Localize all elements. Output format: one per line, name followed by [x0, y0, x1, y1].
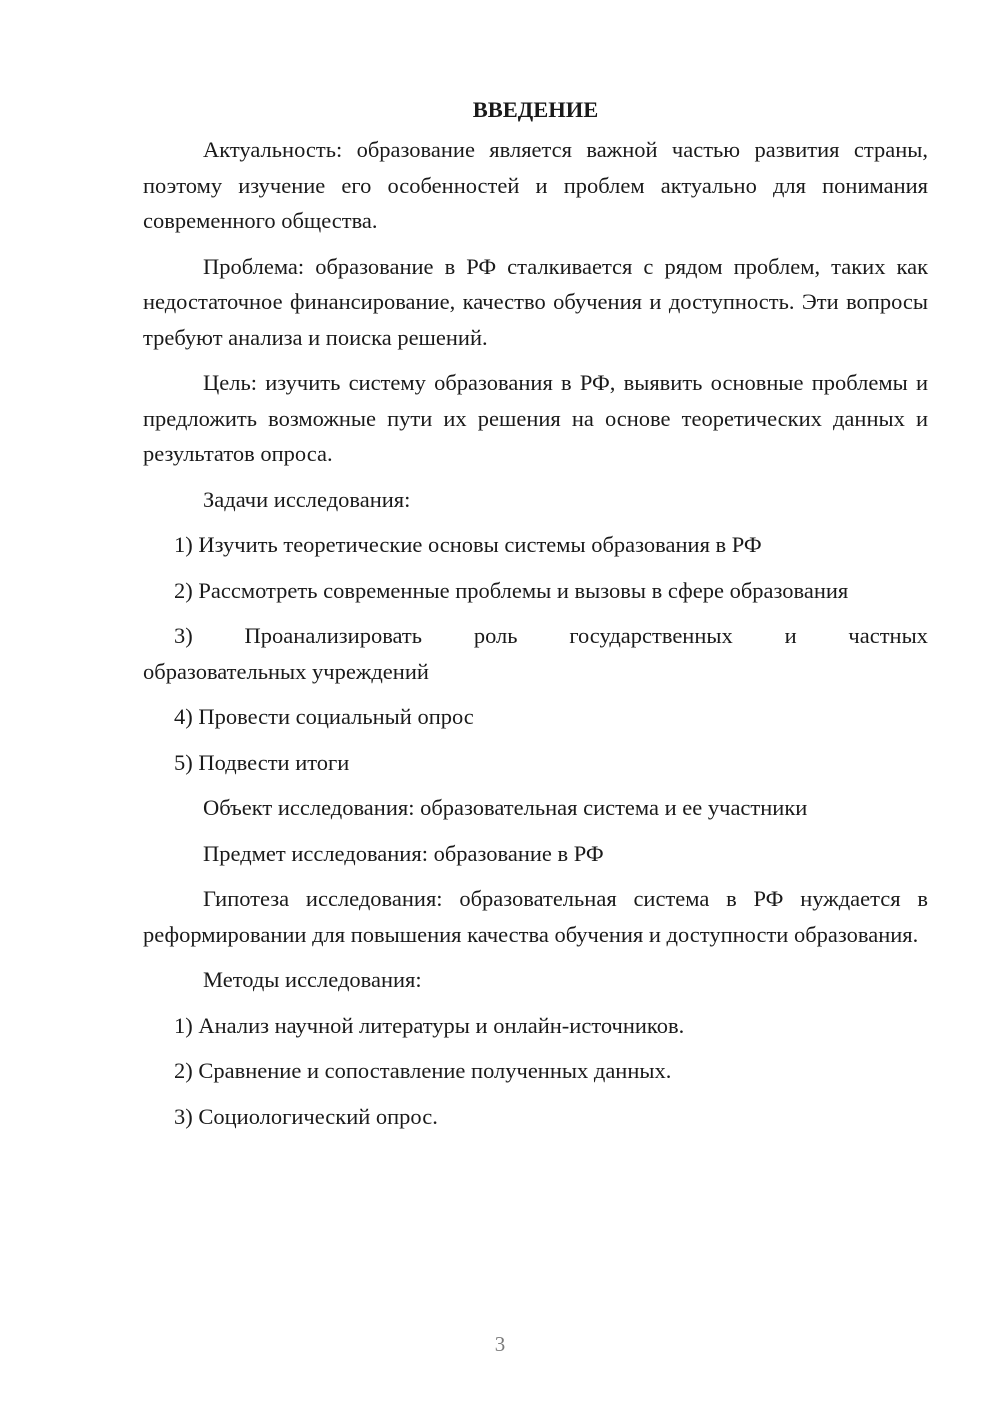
- tasks-title: Задачи исследования:: [203, 486, 411, 512]
- task-item-5: 5) Подвести итоги: [174, 749, 350, 775]
- object-line: Объект исследования: образовательная система и ее участники: [203, 795, 808, 820]
- task-item-3-first-line: [143, 618, 928, 654]
- goal-paragraph: Цель: изучить систему образования в РФ, выявить основные проблемы и предложить возможные пути их решения на основе теоретических данных и результатов опроса.: [143, 370, 928, 466]
- methods-title: Методы исследования:: [203, 967, 422, 992]
- document-page: [143, 92, 928, 1144]
- method-item-3: 3) Социологический опрос.: [174, 1103, 438, 1129]
- method-item-1: 1) Анализ научной литературы и онлайн-источников.: [174, 1012, 685, 1038]
- method-item-2: 2) Сравнение и сопоставление полученных данных.: [174, 1058, 672, 1083]
- subject-line: Предмет исследования: образование в РФ: [203, 840, 604, 866]
- task-item-3-word: частных: [848, 623, 928, 648]
- relevance-paragraph: Актуальность: образование является важной частью развития страны, поэтому изучение его особенностей и проблем актуально для понимания современного общества.: [143, 137, 928, 233]
- problem-paragraph: Проблема: образование в РФ сталкивается с рядом проблем, таких как недостаточное финансирование, качество обучения и доступность. Эти вопросы требуют анализа и поиска решений.: [143, 253, 928, 350]
- hypothesis-paragraph: Гипотеза исследования: образовательная система в РФ нуждается в реформировании для повышения качества обучения и доступности образования.: [143, 886, 928, 947]
- task-item-3-continuation: образовательных учреждений: [143, 658, 429, 684]
- task-item-3-word: 3): [174, 623, 193, 648]
- section-heading: ВВЕДЕНИЕ: [472, 97, 599, 122]
- task-item-3-word: и: [784, 623, 797, 648]
- task-item-2: 2) Рассмотреть современные проблемы и вызовы в сфере образования: [174, 577, 849, 603]
- task-item-3-word: Проанализировать: [244, 623, 423, 648]
- task-item-3: [143, 618, 928, 689]
- task-item-3-word: роль: [473, 623, 518, 648]
- task-item-4: 4) Провести социальный опрос: [174, 704, 474, 729]
- task-item-3-word: государственных: [569, 623, 733, 648]
- page-number: 3: [494, 1332, 506, 1356]
- task-item-1: 1) Изучить теоретические основы системы образования в РФ: [174, 532, 762, 557]
